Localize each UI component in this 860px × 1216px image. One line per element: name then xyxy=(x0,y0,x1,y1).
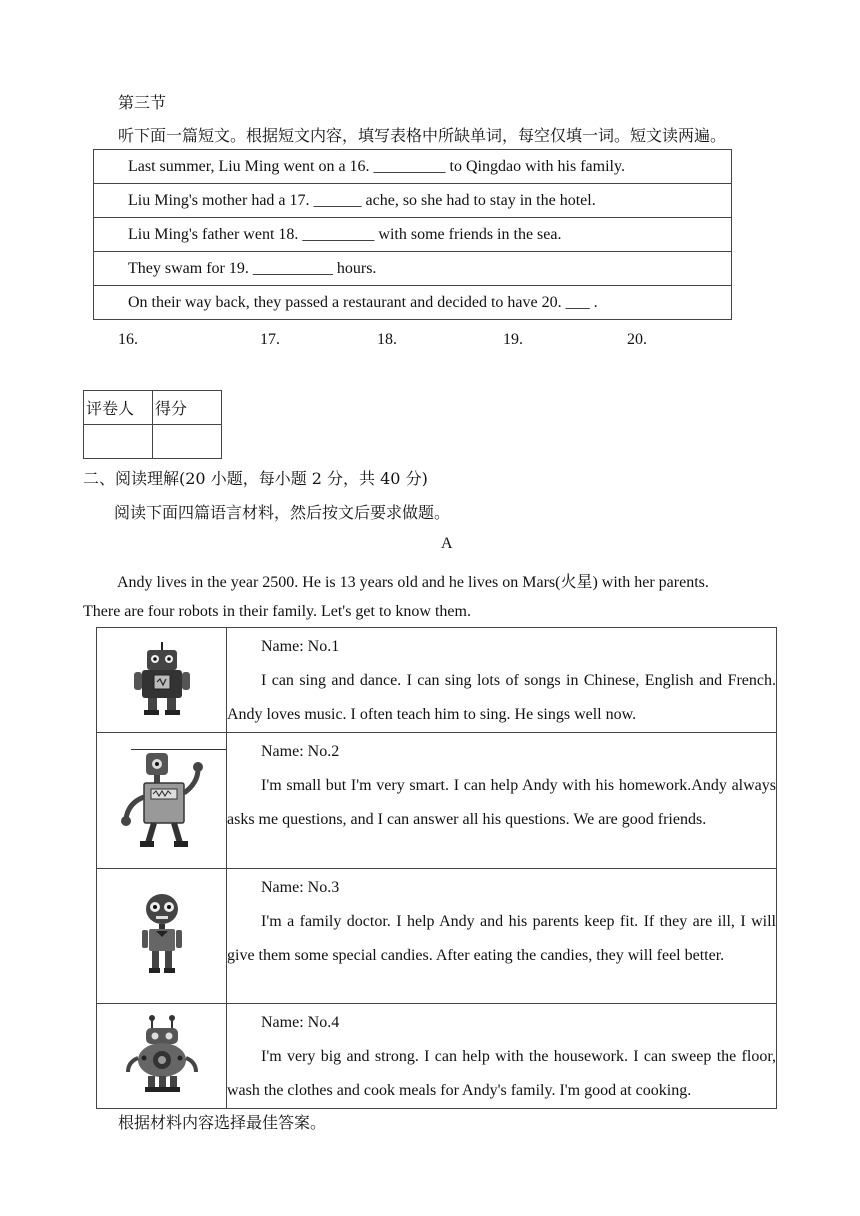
table-row xyxy=(97,628,777,733)
robot-description-cell xyxy=(227,1004,777,1109)
answer-number-20: 20. xyxy=(627,331,647,348)
section-heading: 第三节 xyxy=(118,93,167,112)
table-row xyxy=(97,1004,777,1109)
table-row xyxy=(94,184,732,218)
table-cell: They swam for 19. __________ hours. xyxy=(94,252,732,286)
answer-number-17: 17. xyxy=(260,331,280,348)
divider xyxy=(131,749,226,750)
intro-line-1: Andy lives in the year 2500. He is 13 years old and he lives on Mars(火星) with her parents. xyxy=(117,574,709,591)
table-cell: Liu Ming's father went 18. _________ with some friends in the sea. xyxy=(94,218,732,252)
table-row xyxy=(94,150,732,184)
robot-name: Name: No.4 xyxy=(261,1014,340,1031)
robot-1-icon xyxy=(127,640,197,716)
table-cell: Liu Ming's mother had a 17. ______ ache, so she had to stay in the hotel. xyxy=(94,184,732,218)
robot-picture-cell xyxy=(97,628,227,733)
robot-name: Name: No.3 xyxy=(261,879,340,896)
robot-table xyxy=(96,627,777,1109)
robot-picture-cell xyxy=(97,1004,227,1109)
robot-text: I'm a family doctor. I help Andy and his parents keep fit. If they are ill, I will give them some special candies. After eating the candies, they will feel better. xyxy=(227,913,776,964)
table-row xyxy=(94,252,732,286)
table-row xyxy=(97,733,777,869)
table-row xyxy=(94,218,732,252)
robot-picture-cell xyxy=(97,869,227,1004)
robot-description-cell xyxy=(227,733,777,869)
part-heading: 二、阅读理解(20 小题，每小题 2 分，共 40 分) xyxy=(83,469,428,488)
grader-label: 评卷人 xyxy=(84,391,153,425)
table-row xyxy=(84,391,222,425)
robot-description-cell xyxy=(227,869,777,1004)
question-instruction: 根据材料内容选择最佳答案。 xyxy=(118,1113,327,1132)
robot-picture-cell xyxy=(97,733,227,869)
robot-3-icon xyxy=(137,893,187,975)
robot-text: I'm very big and strong. I can help with the housework. I can sweep the floor, wash the clothes and cook meals for Andy's family. I'm good at cooking. xyxy=(227,1048,776,1099)
robot-4-icon xyxy=(122,1014,202,1094)
passage-label: A xyxy=(441,535,453,552)
answer-number-18: 18. xyxy=(377,331,397,348)
table-row xyxy=(84,425,222,459)
section-instruction: 听下面一篇短文。根据短文内容，填写表格中所缺单词，每空仅填一词。短文读两遍。 xyxy=(118,126,727,145)
robot-text: I can sing and dance. I can sing lots of songs in Chinese, English and French. Andy loves music. I often teach him to sing. He sings well now. xyxy=(227,672,776,723)
listening-table xyxy=(93,149,732,320)
table-row xyxy=(94,286,732,320)
robot-name: Name: No.2 xyxy=(261,743,340,760)
robot-description-cell xyxy=(227,628,777,733)
robot-2-icon xyxy=(114,747,210,851)
table-cell: On their way back, they passed a restaurant and decided to have 20. ___ . xyxy=(94,286,732,320)
part-instruction: 阅读下面四篇语言材料，然后按文后要求做题。 xyxy=(114,503,451,522)
table-row xyxy=(97,869,777,1004)
robot-name: Name: No.1 xyxy=(261,638,340,655)
grader-table xyxy=(83,390,222,459)
answer-number-16: 16. xyxy=(118,331,138,348)
robot-text: I'm small but I'm very smart. I can help Andy with his homework.Andy always asks me questions, and I can answer all his questions. We are good friends. xyxy=(227,777,776,828)
score-cell xyxy=(153,425,222,459)
score-label: 得分 xyxy=(153,391,222,425)
grader-cell xyxy=(84,425,153,459)
table-cell: Last summer, Liu Ming went on a 16. _________ to Qingdao with his family. xyxy=(94,150,732,184)
answer-number-19: 19. xyxy=(503,331,523,348)
intro-line-2: There are four robots in their family. Let's get to know them. xyxy=(83,603,471,620)
